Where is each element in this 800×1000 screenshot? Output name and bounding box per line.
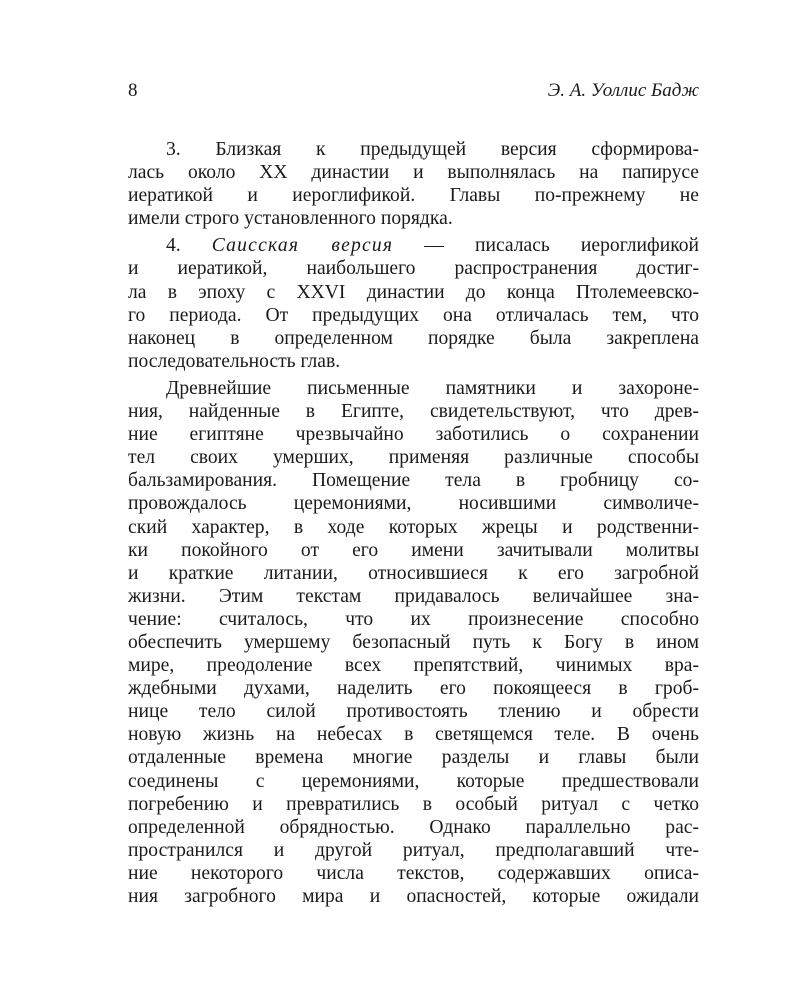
running-head-author: Э. А. Уоллис Бадж [547,80,699,101]
text-line: тел своих умерших, применяя различные способы [128,447,699,469]
text-line: жизни. Этим текстам придавалось величайшее зна- [128,585,699,607]
paragraph-saite-version [128,234,699,373]
paragraph-version-3 [128,138,699,230]
text-line: го периода. От предыдущих она отличалась тем, что [128,304,699,326]
text-line: ский характер, в ходе которых жрецы и родственни- [128,516,699,538]
text-line: имели строго установленного порядка. [128,208,453,230]
text-line: ки покойного от его имени зачитывали молитвы [128,539,699,561]
body-text [128,138,699,908]
text-line: мире, преодоление всех препятствий, чинимых вра- [128,655,699,677]
text-line: провождалось церемониями, носившими символиче- [128,493,699,515]
paragraph-ancient-monuments [128,377,699,908]
text-line: нице тело силой противостоять тлению и обрести [128,701,699,723]
text-line: бальзамирования. Помещение тела в гробницу со- [128,470,699,492]
text-line: новую жизнь на небесах в светящемся теле. В очень [128,724,699,746]
text-line: ние египтяне чрезвычайно заботились о сохранении [128,424,699,446]
text-fragment: — писалась иероглификой [393,235,699,257]
text-line: 3. Близкая к предыдущей версия сформирова- [166,139,699,160]
list-number: 4. [166,235,212,257]
text-line: определенной обрядностью. Однако параллельно рас- [128,816,699,838]
text-line: и иератикой, наибольшего распространения достиг- [128,258,699,280]
text-line: иератикой и иероглификой. Главы по-прежнему не [128,185,699,207]
text-line [128,234,699,257]
emphasized-term: Саисская версия [211,235,394,257]
text-line: и краткие литании, относившиеся к его загробной [128,562,699,584]
book-page [128,80,699,912]
text-line: ла в эпоху с XXVI династии до конца Птолемеевско- [128,281,699,303]
text-line: погребению и превратились в особый ритуал с четко [128,793,699,815]
text-line: ния, найденные в Египте, свидетельствуют, что древ- [128,401,699,423]
text-line: Древнейшие письменные памятники и захороне- [166,377,699,399]
text-line: ние некоторого числа текстов, содержавших описа- [128,862,699,884]
text-line: лась около XX династии и выполнялась на папирусе [128,162,699,184]
text-line: чение: считалось, что их произнесение способно [128,608,699,630]
text-line: пространился и другой ритуал, предполагавший чте- [128,839,699,861]
page-header [128,80,699,110]
page-number: 8 [128,80,138,101]
text-line: отдаленные времена многие разделы и главы были [128,747,699,769]
text-line: ния загробного мира и опасностей, которые ожидали [128,886,699,907]
text-line: наконец в определенном порядке была закреплена [128,327,699,349]
text-line: соединены с церемониями, которые предшествовали [128,770,699,792]
text-line: последовательность глав. [128,350,341,372]
text-line: обеспечить умершему безопасный путь к Богу в ином [128,631,699,653]
text-line: ждебными духами, наделить его покоящееся в гроб- [128,678,699,700]
